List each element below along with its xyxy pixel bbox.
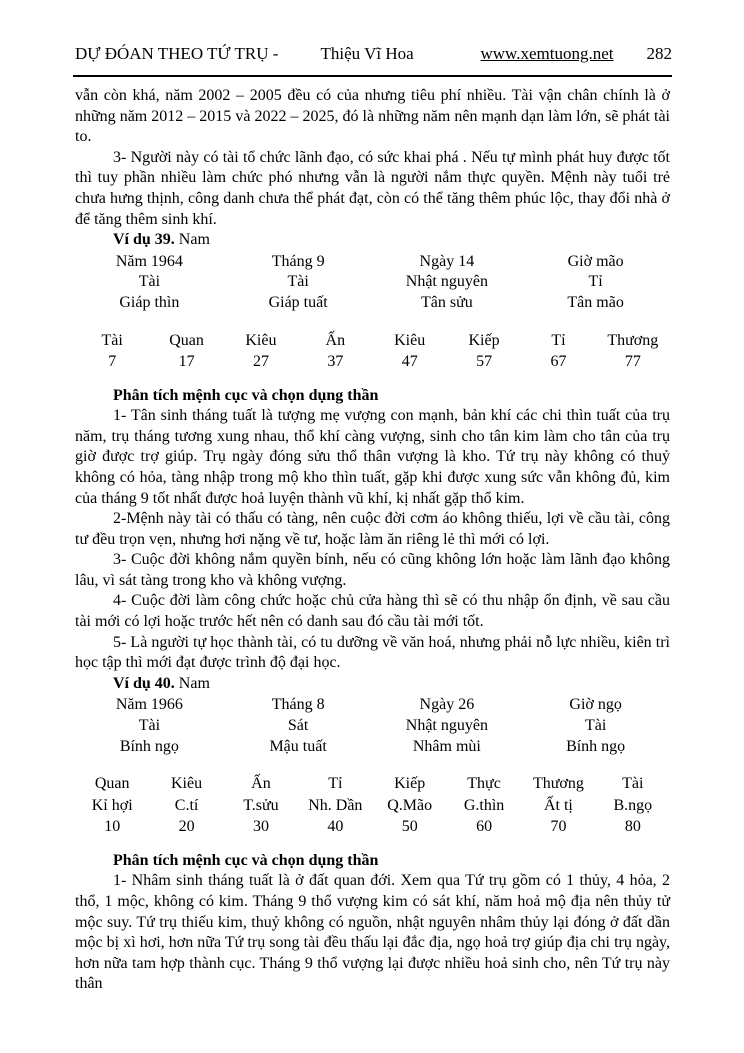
pillar-god-cell: Tài xyxy=(138,717,161,735)
luck-pillar-cell: Ất tị xyxy=(543,796,573,814)
four-pillars-table-40 xyxy=(75,695,670,757)
luck-god-cell: Quan xyxy=(169,331,204,349)
pillar-name-cell: Bính ngọ xyxy=(566,737,626,755)
analysis-39-paragraph-3: 3- Cuộc đời không nắm quyền bính, nếu có cũng không lớn hoặc làm lãnh đạo không lâu, vì sát tàng trong kho và không vượng. xyxy=(75,551,670,589)
luck-god-cell: Kiếp xyxy=(468,331,500,349)
luck-age-cell: 37 xyxy=(327,353,344,371)
pillar-name-cell: Mậu tuất xyxy=(269,737,327,755)
analysis-heading-40: Phân tích mệnh cục và chọn dụng thần xyxy=(113,851,379,869)
pillar-name-cell: Tân sửu xyxy=(420,293,473,311)
luck-god-cell: Thương xyxy=(532,775,584,793)
luck-god-cell: Ấn xyxy=(325,331,346,349)
pillar-time-cell: Giờ ngọ xyxy=(569,696,622,714)
page-content xyxy=(75,86,670,995)
paragraph-point-3: 3- Người này có tài tổ chức lãnh đạo, có sức khai phá . Nếu tự mình phát huy được tốt thì tuy phần nhiều làm chức phó nhưng vẫn là người nắm thực quyền. Mệnh này tuổi trẻ chưa hưng thịnh, công danh chưa thể phát đạt, còn có thể tăng thêm phúc lộc, thay đổi nhà ở để tăng thêm sinh khí. xyxy=(75,148,670,228)
example-40-gender: Nam xyxy=(178,674,210,692)
luck-god-cell: Kiêu xyxy=(394,331,426,349)
website-link[interactable]: www.xemtuong.net xyxy=(480,44,614,63)
luck-god-cell: Tỉ xyxy=(551,331,566,349)
luck-god-cell: Tài xyxy=(622,775,644,793)
pillar-name-cell: Tân mão xyxy=(567,293,624,311)
four-pillars-table-39 xyxy=(75,252,670,314)
analysis-39-paragraph-1: 1- Tân sinh tháng tuất là tượng mẹ vượng con mạnh, bản khí các chi thìn tuất của trụ năm, trụ tháng tương xung nhau, thổ khí càng vượng, sinh cho tân kim làm cho tân của trụ giờ được trợ giúp. Trụ ngày đóng sửu thổ thân vượng là kho. Tứ trụ này không có thuỷ không có hỏa, tàng nhập trong mộ kho thìn tuất, gặp khi được xung sức vẫn không đủ, kim của tháng 9 tốt nhất được hoả luyện thành vũ khí, kị nhất gặp thổ kim. xyxy=(75,407,670,507)
luck-god-cell: Kiếp xyxy=(394,775,426,793)
luck-god-cell: Thực xyxy=(467,775,501,793)
luck-pillar-cell: C.tí xyxy=(174,796,199,814)
pillar-god-cell: Tài xyxy=(287,273,309,291)
luck-age-cell: 20 xyxy=(178,818,195,836)
luck-age-cell: 57 xyxy=(476,353,493,371)
luck-age-cell: 47 xyxy=(401,353,418,371)
luck-pillar-cell: Kỉ hợi xyxy=(91,796,133,814)
header-divider xyxy=(73,75,672,77)
example-40-label: Ví dụ 40. xyxy=(113,674,175,692)
luck-god-cell: Quan xyxy=(94,775,130,793)
luck-age-cell: 50 xyxy=(401,818,418,836)
luck-age-cell: 70 xyxy=(550,818,567,836)
luck-age-cell: 10 xyxy=(104,818,121,836)
luck-pillars-table-39 xyxy=(75,330,670,373)
paragraph-continuation: vẫn còn khá, năm 2002 – 2005 đều có của nhưng tiêu phí nhiều. Tài vận chân chính là ở những năm 2012 – 2015 và 2022 – 2025, đó là những năm nên mạnh dạn làm lớn, sẽ phát tài to. xyxy=(75,87,670,146)
luck-god-cell: Kiêu xyxy=(245,331,277,349)
luck-age-cell: 80 xyxy=(624,818,641,836)
luck-god-cell: Kiêu xyxy=(171,775,203,793)
luck-pillar-cell: B.ngọ xyxy=(613,796,653,814)
analysis-heading-39: Phân tích mệnh cục và chọn dụng thần xyxy=(113,386,379,404)
analysis-39-paragraph-2: 2-Mệnh này tài có thấu có tàng, nên cuộc đời cơm áo không thiếu, lợi về cầu tài, công tư đều trọn vẹn, nhưng hơi nặng về tư, hoặc làm ăn riêng lẻ thì mới có lợi. xyxy=(75,510,670,548)
luck-age-cell: 77 xyxy=(624,353,641,371)
luck-age-cell: 17 xyxy=(178,353,195,371)
luck-pillars-table-40 xyxy=(75,773,670,838)
analysis-39-paragraph-5: 5- Là người tự học thành tài, có tu dưỡng về văn hoá, nhưng phải nỗ lực nhiều, kiên trì học tập thì mới đạt được trình độ đại học. xyxy=(75,633,670,672)
pillar-time-cell: Tháng 9 xyxy=(271,252,325,270)
page-number: 282 xyxy=(646,44,672,63)
pillar-time-cell: Giờ mão xyxy=(567,252,624,270)
luck-god-cell: Tỉ xyxy=(328,775,343,793)
luck-age-cell: 40 xyxy=(327,818,344,836)
pillar-god-cell: Sát xyxy=(287,717,309,735)
luck-god-cell: Tài xyxy=(101,331,123,349)
example-39-gender: Nam xyxy=(178,231,210,249)
analysis-39-paragraph-4: 4- Cuộc đời làm công chức hoặc chủ cửa hàng thì sẽ có thu nhập ổn định, về sau cầu tài mới có lợi hoặc trước hết nên có danh sau đó cầu tài mới tốt. xyxy=(75,592,670,631)
luck-god-cell: Ấn xyxy=(251,775,271,793)
pillar-name-cell: Giáp thìn xyxy=(119,293,180,311)
pillar-name-cell: Nhâm mùi xyxy=(412,737,481,755)
luck-age-cell: 67 xyxy=(550,353,567,371)
luck-age-cell: 7 xyxy=(108,353,117,371)
pillar-god-cell: Tài xyxy=(584,717,607,735)
book-title: DỰ ĐÓAN THEO TỨ TRỤ - xyxy=(75,44,279,63)
luck-pillar-cell: G.thìn xyxy=(463,796,505,814)
pillar-god-cell: Nhật nguyên xyxy=(405,717,488,735)
pillar-time-cell: Năm 1966 xyxy=(115,696,183,714)
example-39-label: Ví dụ 39. xyxy=(113,231,175,249)
luck-pillar-cell: Nh. Dần xyxy=(308,796,363,814)
pillar-name-cell: Giáp tuất xyxy=(268,293,328,311)
page-header xyxy=(75,0,672,64)
pillar-name-cell: Bính ngọ xyxy=(119,737,179,755)
author-name: Thiệu Vĩ Hoa xyxy=(320,44,414,63)
luck-god-cell: Thương xyxy=(607,331,659,349)
pillar-time-cell: Ngày 14 xyxy=(419,252,475,270)
luck-age-cell: 60 xyxy=(476,818,493,836)
luck-age-cell: 30 xyxy=(252,818,269,836)
example-39-title xyxy=(75,230,670,251)
example-40-title xyxy=(75,674,670,695)
pillar-god-cell: Nhật nguyên xyxy=(405,273,488,291)
luck-pillar-cell: Q.Mão xyxy=(387,796,433,814)
luck-age-cell: 27 xyxy=(252,353,269,371)
analysis-40-paragraph-1: 1- Nhâm sinh tháng tuất là ở đất quan đới. Xem qua Tứ trụ gồm có 1 thủy, 4 hỏa, 2 thổ, 1 mộc, không có kim. Tháng 9 thổ vượng kim có sát khí, năm hoả mộ địa nên thủy tử mộc suy. Tứ trụ thiếu kim, thuỷ không có nguồn, nhật nguyên nhâm thủy lại đóng ở đất dần mộc bị xì hơi, hơn nữa Tứ trụ song tài đều thấu lại đắc địa, ngọ hoả trợ giúp địa chi trụ ngày, hơn nữa tam hợp thành cục. Tháng 9 thổ vượng lại được nhiều hoả sinh cho, nên Tứ trụ này thân xyxy=(75,872,670,993)
pillar-god-cell: Tài xyxy=(138,273,161,291)
pillar-time-cell: Ngày 26 xyxy=(419,696,475,714)
pillar-time-cell: Năm 1964 xyxy=(115,252,183,270)
luck-pillar-cell: T.sửu xyxy=(243,796,279,814)
pillar-god-cell: Tỉ xyxy=(588,273,603,291)
pillar-time-cell: Tháng 8 xyxy=(271,696,325,714)
